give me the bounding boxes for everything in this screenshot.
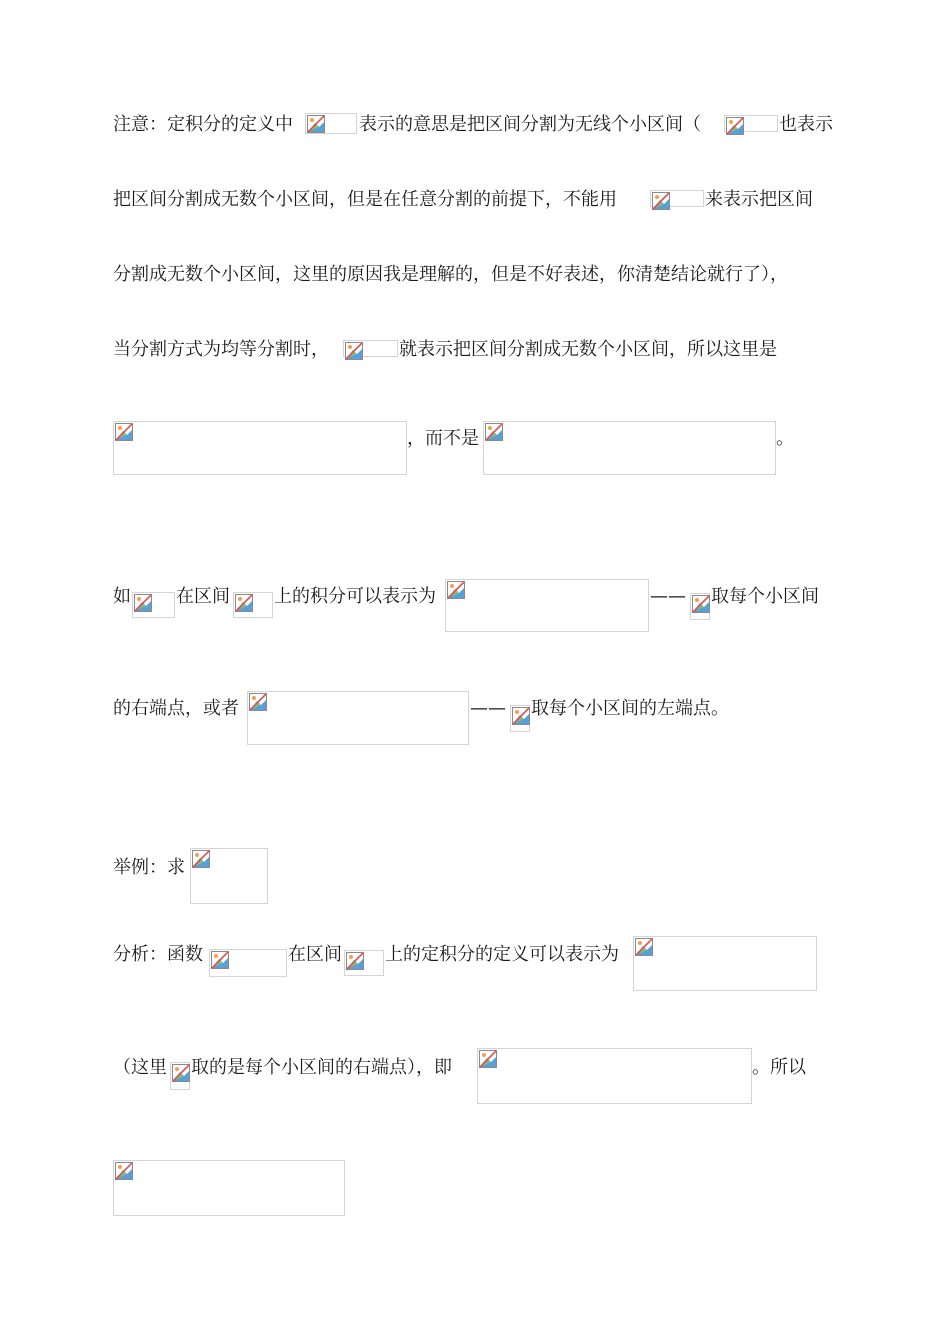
- formula-image: [344, 950, 384, 976]
- text-run: 来表示把区间: [705, 189, 813, 210]
- text-run: 把区间分割成无数个小区间，但是在任意分割的前提下，不能用: [113, 189, 617, 210]
- text-run: 举例：求: [113, 857, 185, 878]
- formula-image: [247, 691, 469, 745]
- broken-image-icon: [446, 580, 466, 600]
- broken-image-icon: [484, 422, 504, 442]
- formula-image: [233, 592, 273, 618]
- text-run: 的右端点，或者: [113, 698, 239, 719]
- formula-image: [190, 848, 268, 904]
- broken-image-icon: [511, 706, 531, 726]
- formula-image: [650, 190, 704, 207]
- broken-image-icon: [114, 1161, 134, 1181]
- text-run: 在区间: [176, 586, 230, 607]
- formula-image: [132, 592, 175, 618]
- formula-image: [343, 340, 398, 357]
- broken-image-icon: [634, 937, 654, 957]
- text-run: ，而不是: [407, 428, 479, 449]
- formula-image: [170, 1062, 190, 1090]
- text-run: 表示的意思是把区间分割为无线个小区间（: [359, 114, 701, 135]
- broken-image-icon: [691, 594, 711, 614]
- formula-image: [209, 949, 287, 977]
- formula-image: [633, 936, 817, 991]
- text-run: 取的是每个小区间的右端点），即: [191, 1057, 452, 1078]
- text-run: 。所以: [752, 1057, 806, 1078]
- text-run: 取每个小区间的左端点。: [531, 698, 729, 719]
- formula-image: [690, 593, 710, 620]
- formula-image: [477, 1048, 752, 1104]
- text-run: 如: [113, 586, 131, 607]
- text-run: ——: [650, 586, 686, 607]
- text-run: 也表示: [779, 114, 833, 135]
- text-run: 当分割方式为均等分割时，: [113, 339, 329, 360]
- broken-image-icon: [114, 422, 134, 442]
- text-run: 在区间: [288, 944, 342, 965]
- text-run: 就表示把区间分割成无数个小区间，所以这里是: [399, 339, 777, 360]
- formula-image: [510, 705, 530, 732]
- broken-image-icon: [133, 593, 153, 613]
- formula-image: [305, 113, 357, 134]
- broken-image-icon: [306, 114, 326, 134]
- text-run: 分析：函数: [113, 944, 203, 965]
- formula-image: [113, 1160, 345, 1216]
- formula-image: [445, 579, 649, 632]
- formula-image: [483, 421, 776, 475]
- formula-image: [113, 421, 407, 475]
- text-run: （这里: [113, 1057, 167, 1078]
- broken-image-icon: [345, 951, 365, 971]
- text-run: 分割成无数个小区间，这里的原因我是理解的，但是不好表述，你清楚结论就行了），: [113, 264, 788, 285]
- text-run: 注意：定积分的定义中: [113, 114, 293, 135]
- broken-image-icon: [191, 849, 211, 869]
- text-run: 上的定积分的定义可以表示为: [385, 944, 619, 965]
- broken-image-icon: [478, 1049, 498, 1069]
- broken-image-icon: [651, 191, 671, 211]
- text-run: 取每个小区间: [711, 586, 819, 607]
- broken-image-icon: [234, 593, 254, 613]
- text-run: ——: [470, 698, 506, 719]
- broken-image-icon: [248, 692, 268, 712]
- broken-image-icon: [171, 1063, 191, 1083]
- text-run: 上的积分可以表示为: [274, 586, 436, 607]
- broken-image-icon: [725, 116, 745, 136]
- text-run: 。: [776, 428, 794, 449]
- formula-image: [724, 115, 778, 132]
- broken-image-icon: [344, 341, 364, 361]
- broken-image-icon: [210, 950, 230, 970]
